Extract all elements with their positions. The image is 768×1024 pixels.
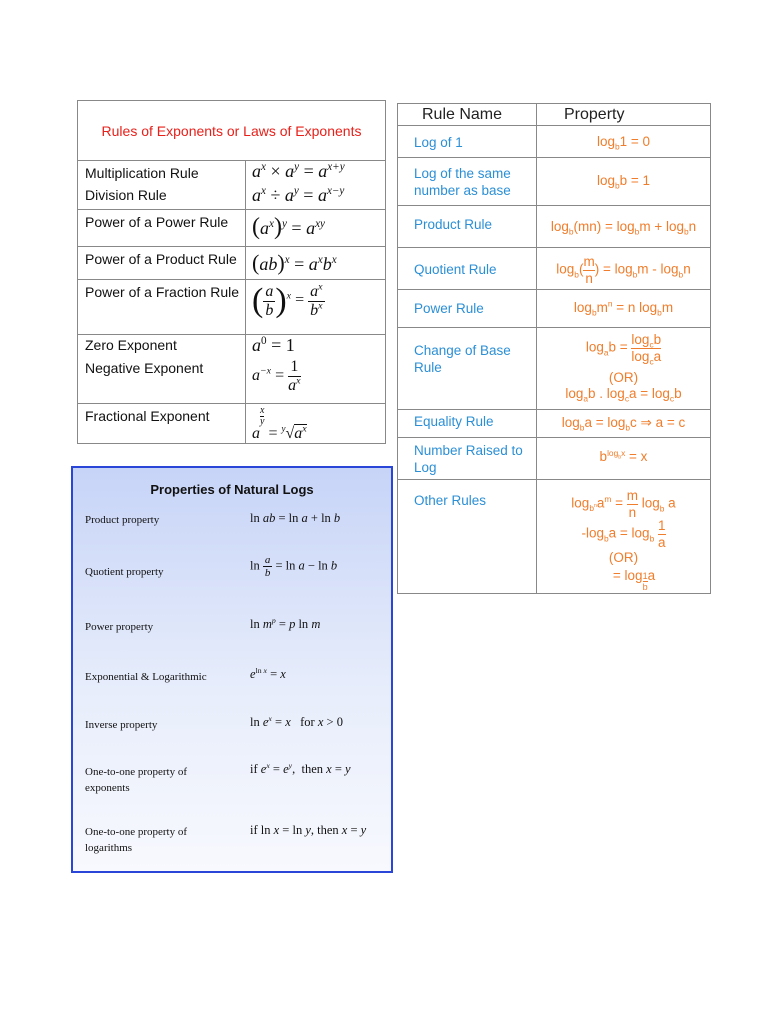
rule-label: Power of a Power Rule: [85, 214, 229, 230]
rule-label: Power of a Product Rule: [85, 251, 237, 267]
property-formula: if ln x = ln y, then x = y: [250, 823, 367, 837]
log-rule-name: Change of Base Rule: [414, 343, 511, 375]
log-rule-name: Log of the same number as base: [414, 166, 511, 198]
property-label: One-to-one property of exponents: [85, 766, 188, 794]
log-rule-name: Number Raised to Log: [414, 443, 523, 475]
log-rule-formula: $\log_b(mn) = \log_bm + \log_bn$: [550, 219, 697, 237]
log-rule-row: [398, 410, 710, 438]
natural-logs-title: Properties of Natural Logs: [150, 482, 314, 497]
rule-formula: $a^x \div a^y = a^{x-y}$: [252, 185, 345, 205]
log-rule-row: [398, 248, 710, 290]
exponent-rules-title: Rules of Exponents or Laws of Exponents: [78, 101, 385, 161]
log-rule-row: [398, 328, 710, 410]
property-label: Quotient property: [85, 566, 164, 578]
rule-label: Multiplication Rule: [85, 165, 199, 181]
log-rule-formula: $\log_bb = 1$: [596, 173, 651, 191]
log-rule-formula: $\log_b1 = 0$: [596, 134, 651, 152]
exponent-row: [78, 209, 385, 246]
property-label: Inverse property: [85, 719, 158, 731]
log-rule-name: Other Rules: [414, 493, 487, 508]
log-rule-formula: $\log_bm^n = n$ $\log_bm$: [573, 298, 674, 318]
property-formula: $\ln m^p = p$ ln m: [250, 615, 321, 631]
property-label: One-to-one property of logarithms: [85, 826, 188, 854]
exponent-row: [78, 279, 385, 334]
log-rule-formula: = log $_{\frac{1}{b}}$ a: [612, 568, 656, 592]
rule-formula: $(a^x)^y = a^{xy}$: [252, 214, 325, 240]
rule-label: Zero Exponent: [85, 337, 177, 353]
log-rules-table: [397, 103, 711, 594]
log-rule-name: Product Rule: [414, 217, 493, 232]
exponent-row: [78, 161, 385, 185]
log-rule-name: Quotient Rule: [414, 262, 497, 277]
rule-formula: $(ab)^x = a^xb^x$: [252, 250, 337, 275]
exponent-row: [78, 185, 385, 209]
or-label: (OR): [608, 550, 639, 565]
property-formula: ln $\frac{a}{b}$ = ln a − ln b: [250, 554, 338, 580]
rule-formula: $a^0 = 1$: [252, 335, 295, 355]
exponent-rules-table: [77, 100, 386, 444]
log-rule-row: [398, 480, 710, 595]
log-rule-formula: $\log_ba = \log_bc$ ⇒ a = c: [561, 415, 686, 433]
property-formula: ln ab = ln a + ln b: [250, 511, 341, 525]
property-formula: if $e^x = e^y$, then x = y: [250, 760, 351, 776]
log-rule-name: Equality Rule: [414, 414, 494, 429]
log-rule-row: [398, 206, 710, 248]
log-rule-formula: $\log_ab$ = $\frac{\log_cb}{\log_ca}$: [585, 332, 662, 367]
column-header-property: Property: [564, 106, 625, 123]
log-rule-formula: $b^{log_bx} = x$: [599, 447, 648, 464]
property-label: Product property: [85, 514, 160, 526]
rule-formula: $a^x \times a^y = a^{x+y}$: [252, 161, 345, 181]
or-label: (OR): [608, 370, 639, 385]
exponent-row: [78, 334, 385, 358]
log-rule-name: Power Rule: [414, 301, 484, 316]
property-formula: $\ln e^x = x$ for x > 0: [250, 713, 343, 729]
rule-label: Power of a Fraction Rule: [85, 284, 240, 300]
log-rule-row: [398, 126, 710, 158]
rule-label: Division Rule: [85, 187, 167, 203]
exponent-row: [78, 403, 385, 445]
log-header-row: [398, 104, 710, 126]
log-rule-formula: $-\log_ba = \log_b$ $\frac{1}{a}$: [581, 518, 666, 550]
log-rule-name: Log of 1: [414, 135, 463, 150]
property-formula: $e^{ln x} = x$: [250, 665, 286, 681]
natural-logs-panel: [71, 466, 393, 873]
log-rule-formula: $\log_{b^n}a^m$ = $\frac{m}{n}$ $\log_b a$: [571, 488, 676, 520]
log-rule-row: [398, 158, 710, 206]
rule-label: Fractional Exponent: [85, 408, 210, 424]
rule-formula: ( $\frac{a}{b}$ )$^x$ = $\frac{a^x}{b^x}$: [252, 281, 323, 319]
log-rule-row: [398, 290, 710, 328]
property-label: Power property: [85, 621, 154, 633]
exponent-row: [78, 246, 385, 279]
rule-formula: $a^{-x}$ = $\frac{1}{a^x}$: [252, 358, 301, 394]
log-rule-row: [398, 438, 710, 480]
rule-label: Negative Exponent: [85, 360, 204, 376]
column-header-rule-name: Rule Name: [422, 106, 503, 123]
property-label: Exponential & Logarithmic: [85, 671, 207, 683]
log-rule-formula: $\log_ab$ . $\log_ca = \log_cb$: [565, 386, 682, 404]
exponent-row: [78, 358, 385, 403]
log-rule-formula: $\log_b$( $\frac{m}{n}$ ) = $\log_bm - \log_bn$: [556, 254, 691, 286]
rule-formula: a $^{x y} = ^y√a^x$: [252, 405, 307, 442]
